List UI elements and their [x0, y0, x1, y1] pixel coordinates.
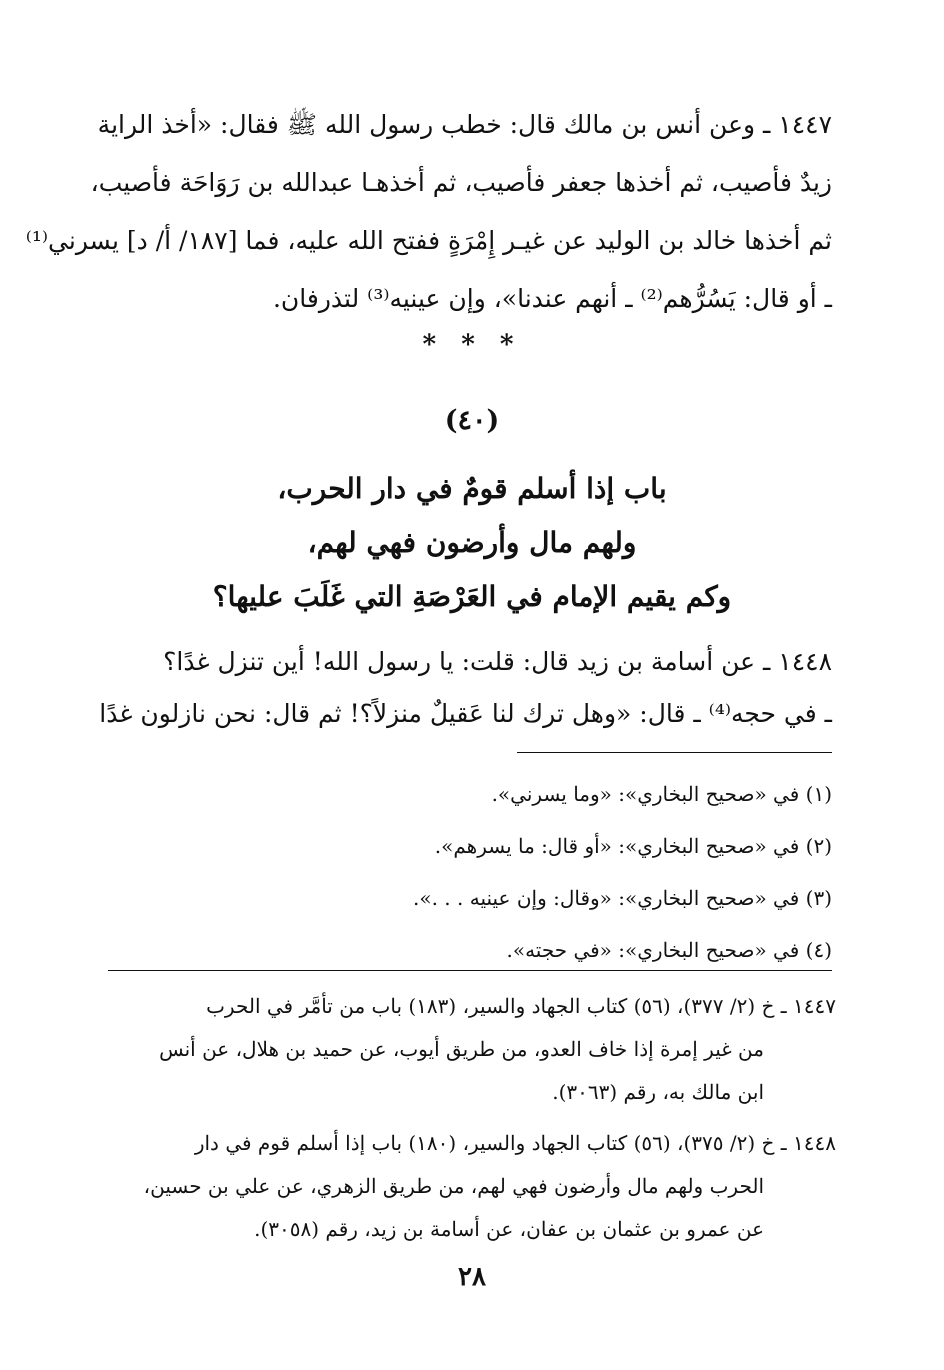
- reference-line: عن عمرو بن عثمان بن عفان، عن أسامة بن زيد، رقم (٣٠٥٨).: [254, 1217, 764, 1241]
- footnote: (٢) في «صحيح البخاري»: «أو قال: ما يسرهم».: [434, 834, 832, 858]
- chapter-title-line: ولهم مال وأرضون فهي لهم،: [307, 526, 637, 559]
- footnote: (٤) في «صحيح البخاري»: «في حجته».: [506, 938, 832, 962]
- section-separator: * * *: [422, 330, 522, 360]
- reference-line: من غير إمرة إذا خاف العدو، من طريق أيوب، عن حميد بن هلال، عن أنس: [159, 1037, 764, 1061]
- reference-line: الحرب ولهم مال وأرضون فهي لهم، من طريق الزهري، عن علي بن حسين،: [143, 1174, 764, 1198]
- hadith-1448-line: ـ في حجه⁽⁴⁾ ـ قال: «وهل ترك لنا عَقيلٌ منزلاً؟! ثم قال: نحن نازلون غدًا: [99, 699, 832, 728]
- chapter-title-line: وكم يقيم الإمام في العَرْصَةِ التي غَلَبَ عليها؟: [212, 580, 732, 613]
- reference-1447: [112, 985, 836, 1114]
- references-divider: [108, 970, 832, 971]
- footnotes: [108, 768, 832, 976]
- footnote: (٣) في «صحيح البخاري»: «وقال: وإن عينيه . . .».: [412, 886, 832, 910]
- footnote: (١) في «صحيح البخاري»: «وما يسرني».: [491, 782, 832, 806]
- hadith-1448-line: ١٤٤٨ ـ عن أسامة بن زيد قال: قلت: يا رسول الله! أين تنزل غدًا؟: [163, 647, 832, 676]
- reference-line: ابن مالك به، رقم (٣٠٦٣).: [552, 1080, 764, 1104]
- reference-1448: [112, 1122, 836, 1251]
- hadith-1447-line: ـ أو قال: يَسُرُّهم⁽²⁾ ـ أنهم عندنا»، وإن عينيه⁽³⁾ لتذرفان.: [272, 284, 832, 313]
- footnote-divider: [517, 752, 832, 753]
- references: [112, 985, 836, 1259]
- chapter-title-line: باب إذا أسلم قومٌ في دار الحرب،: [277, 472, 667, 505]
- hadith-1447-line: ثم أخذها خالد بن الوليد عن غيـر إِمْرَةٍ ففتح الله عليه، فما [١٨٧/ أ/ د] يسرني⁽¹⁾: [25, 226, 832, 255]
- hadith-1447: [25, 96, 832, 328]
- hadith-1447-line: زيدٌ فأصيب، ثم أخذها جعفر فأصيب، ثم أخذهـا عبدالله بن رَوَاحَة فأصيب،: [90, 168, 832, 197]
- page-number: ٢٨: [458, 1262, 486, 1292]
- reference-line: ١٤٤٧ ـ خ (٢/ ٣٧٧)، (٥٦) كتاب الجهاد والسير، (١٨٣) باب من تأمَّر في الحرب: [206, 994, 836, 1018]
- chapter-title: [0, 462, 944, 624]
- hadith-1447-line: ١٤٤٧ ـ وعن أنس بن مالك قال: خطب رسول الله ﷺ فقال: «أخذ الراية: [97, 110, 832, 139]
- chapter-number: (٤٠): [444, 405, 500, 436]
- reference-line: ١٤٤٨ ـ خ (٢/ ٣٧٥)، (٥٦) كتاب الجهاد والسير، (١٨٠) باب إذا أسلم قوم في دار: [194, 1131, 836, 1155]
- hadith-1448: [99, 636, 832, 740]
